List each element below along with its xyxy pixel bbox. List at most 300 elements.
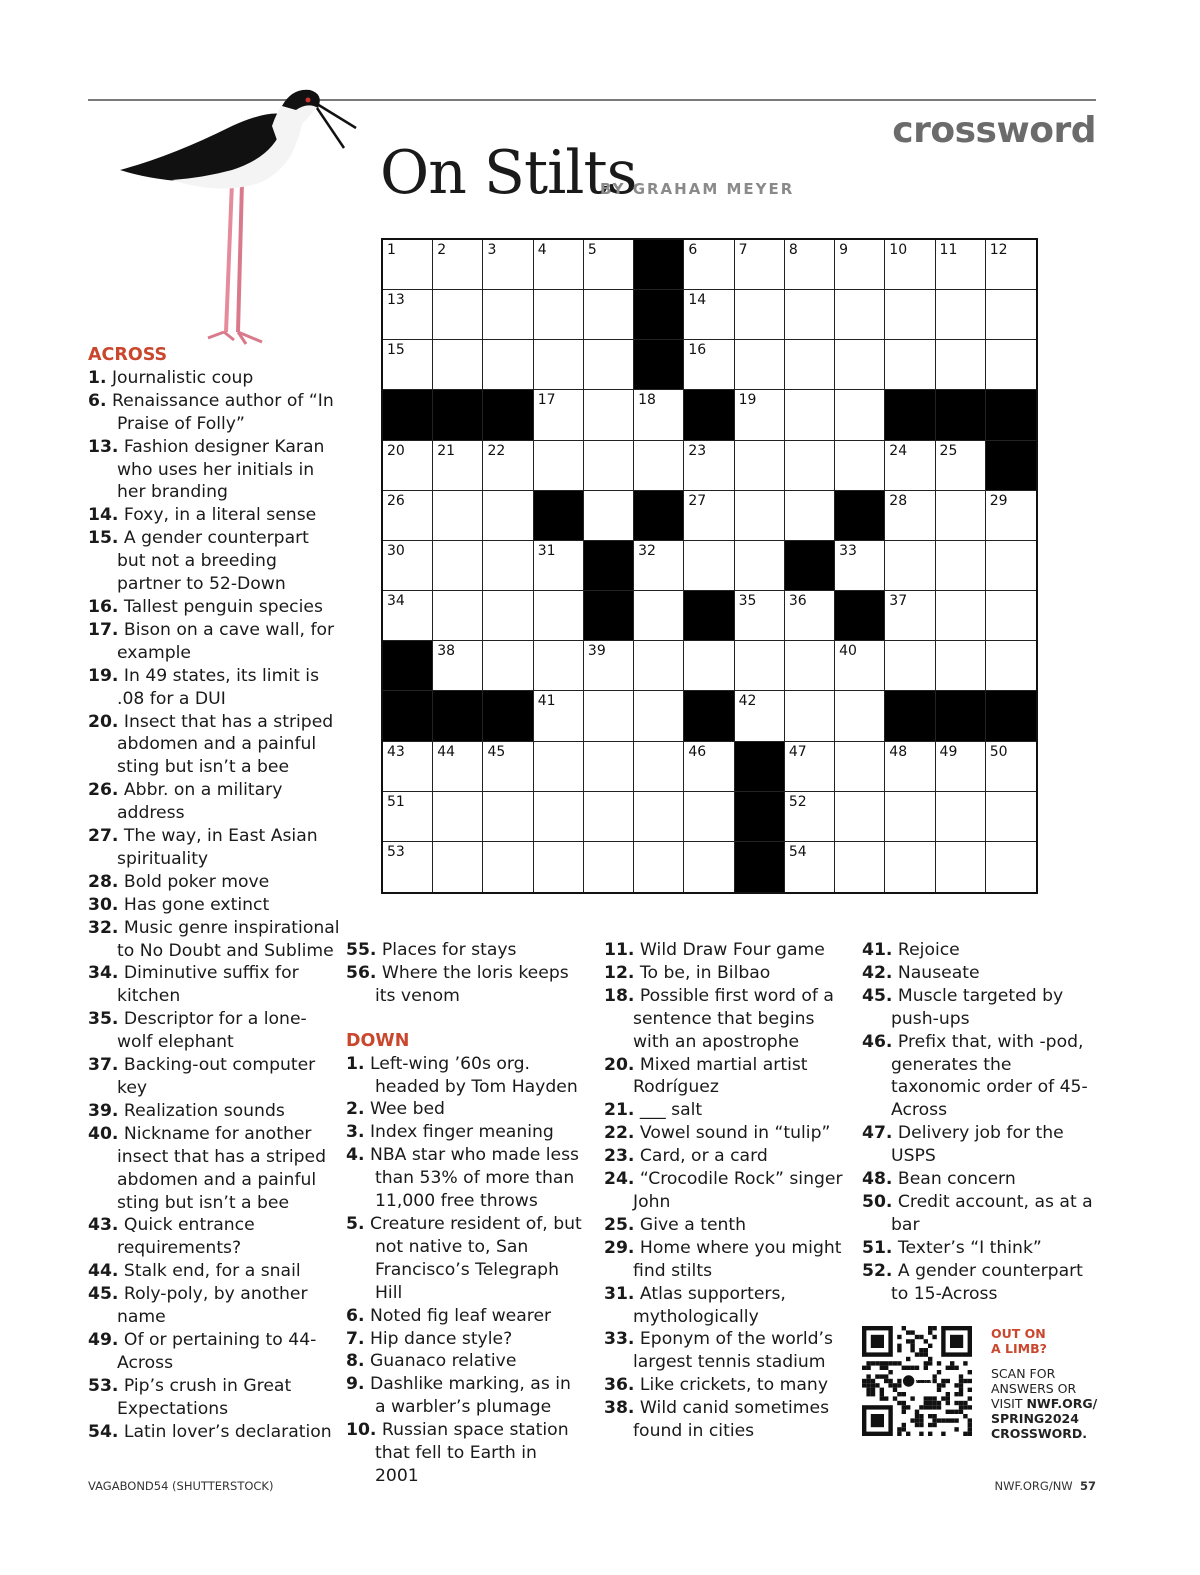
clue-number: 55. — [346, 940, 377, 960]
cell-number: 11 — [939, 242, 958, 258]
cell-number: 19 — [738, 392, 757, 409]
clue-item[interactable] — [88, 665, 340, 711]
grid-cell[interactable] — [584, 491, 634, 541]
grid-cell[interactable] — [885, 742, 935, 792]
grid-cell[interactable] — [634, 390, 684, 440]
clue-item[interactable] — [862, 1260, 1102, 1306]
cell-number: 16 — [688, 342, 707, 359]
cell-number: 42 — [738, 693, 757, 710]
grid-cell[interactable] — [936, 290, 986, 340]
clue-item[interactable] — [346, 939, 586, 962]
clue-item[interactable] — [346, 1373, 586, 1419]
clue-number: 25. — [604, 1214, 635, 1235]
grid-block — [483, 390, 533, 440]
grid-cell[interactable] — [785, 591, 835, 641]
grid-cell[interactable] — [433, 240, 483, 290]
grid-cell[interactable] — [534, 591, 584, 641]
grid-cell[interactable] — [483, 742, 533, 792]
grid-block — [684, 591, 734, 641]
grid-cell[interactable] — [534, 641, 584, 691]
grid-cell[interactable] — [534, 340, 584, 390]
clue-item[interactable] — [604, 1099, 844, 1122]
clue-item[interactable] — [604, 985, 844, 1054]
grid-cell[interactable] — [433, 792, 483, 842]
clue-item[interactable] — [88, 825, 340, 871]
grid-cell[interactable] — [785, 792, 835, 842]
clue-number: 40. — [88, 1123, 119, 1144]
clue-item[interactable] — [88, 596, 340, 619]
grid-cell[interactable] — [534, 792, 584, 842]
grid-cell[interactable] — [785, 742, 835, 792]
cell-number: 8 — [788, 242, 798, 258]
clue-item[interactable] — [604, 1168, 844, 1214]
clue-number: 52. — [862, 1260, 893, 1281]
clue-item[interactable] — [88, 917, 340, 963]
grid-cell[interactable] — [885, 491, 935, 541]
grid-cell[interactable] — [936, 491, 986, 541]
grid-cell[interactable] — [735, 541, 785, 591]
clue-text: Bean concern — [897, 1169, 1016, 1190]
clue-text: Bold poker move — [123, 871, 270, 892]
promo-heading — [991, 1326, 1097, 1356]
clue-item[interactable] — [88, 527, 340, 596]
grid-cell[interactable] — [483, 340, 533, 390]
clue-item[interactable] — [604, 1122, 844, 1145]
grid-cell[interactable] — [885, 290, 935, 340]
grid-cell[interactable] — [584, 792, 634, 842]
grid-cell[interactable] — [433, 491, 483, 541]
grid-cell[interactable] — [986, 742, 1036, 792]
grid-block — [684, 390, 734, 440]
grid-cell[interactable] — [785, 691, 835, 741]
grid-cell[interactable] — [684, 240, 734, 290]
photo-credit: VAGABOND54 (SHUTTERSTOCK) — [88, 1479, 274, 1493]
across-heading: ACROSS — [88, 345, 168, 365]
grid-cell[interactable] — [885, 842, 935, 892]
grid-cell[interactable] — [483, 792, 533, 842]
clue-number: 44. — [88, 1261, 119, 1282]
grid-cell[interactable] — [936, 441, 986, 491]
clue-item[interactable] — [88, 1375, 340, 1421]
clue-item[interactable] — [604, 1214, 844, 1237]
grid-cell[interactable] — [584, 641, 634, 691]
grid-cell[interactable] — [835, 541, 885, 591]
clue-text: A gender counterpart to 15-Across — [891, 1260, 1083, 1304]
clue-item[interactable] — [862, 1122, 1102, 1168]
cell-number: 15 — [387, 342, 405, 359]
clue-item[interactable] — [88, 504, 340, 527]
clue-item[interactable] — [862, 1237, 1102, 1260]
grid-cell[interactable] — [383, 491, 433, 541]
clue-item[interactable] — [88, 1054, 340, 1100]
grid-cell[interactable] — [483, 591, 533, 641]
grid-cell[interactable] — [885, 641, 935, 691]
grid-cell[interactable] — [835, 290, 885, 340]
clue-number: 2. — [346, 1099, 365, 1120]
grid-cell[interactable] — [936, 641, 986, 691]
grid-cell[interactable] — [735, 441, 785, 491]
grid-cell[interactable] — [885, 340, 935, 390]
grid-cell[interactable] — [433, 541, 483, 591]
clue-item[interactable] — [88, 1214, 340, 1260]
clue-item[interactable] — [346, 1098, 586, 1121]
grid-cell[interactable] — [584, 742, 634, 792]
grid-cell[interactable] — [433, 441, 483, 491]
grid-cell[interactable] — [684, 491, 734, 541]
clue-number: 8. — [346, 1351, 365, 1372]
clue-text: Places for stays — [381, 940, 517, 960]
grid-cell[interactable] — [986, 240, 1036, 290]
grid-cell[interactable] — [835, 691, 885, 741]
grid-cell[interactable] — [483, 240, 533, 290]
clue-text: Home where you might find stilts — [633, 1237, 842, 1281]
clue-number: 17. — [88, 619, 119, 640]
grid-cell[interactable] — [735, 240, 785, 290]
grid-cell[interactable] — [936, 591, 986, 641]
clue-item[interactable] — [88, 711, 340, 780]
grid-cell[interactable] — [534, 441, 584, 491]
grid-cell[interactable] — [584, 390, 634, 440]
grid-cell[interactable] — [885, 591, 935, 641]
clue-item[interactable] — [88, 1329, 340, 1375]
grid-cell[interactable] — [785, 340, 835, 390]
grid-cell[interactable] — [684, 792, 734, 842]
grid-cell[interactable] — [483, 641, 533, 691]
grid-cell[interactable] — [433, 742, 483, 792]
clue-number: 20. — [88, 711, 119, 732]
clue-number: 28. — [88, 871, 119, 892]
grid-cell[interactable] — [785, 290, 835, 340]
column-gap — [346, 1008, 586, 1030]
grid-cell[interactable] — [433, 290, 483, 340]
grid-cell[interactable] — [483, 290, 533, 340]
grid-cell[interactable] — [835, 340, 885, 390]
clue-item[interactable] — [88, 1260, 340, 1283]
grid-cell[interactable] — [684, 290, 734, 340]
clue-text: Hip dance style? — [369, 1328, 513, 1349]
puzzle-title: On Stilts — [380, 138, 637, 208]
cell-number: 29 — [989, 492, 1008, 509]
grid-cell[interactable] — [785, 491, 835, 541]
grid-cell[interactable] — [986, 842, 1036, 892]
grid-cell[interactable] — [735, 290, 785, 340]
grid-cell[interactable] — [835, 842, 885, 892]
clue-number: 3. — [346, 1122, 365, 1143]
clue-number: 23. — [604, 1146, 635, 1167]
qr-code[interactable] — [862, 1326, 972, 1436]
grid-cell[interactable] — [634, 591, 684, 641]
clue-text: Has gone extinct — [123, 894, 270, 915]
grid-cell[interactable] — [835, 742, 885, 792]
clue-item[interactable] — [604, 939, 844, 962]
grid-cell[interactable] — [534, 390, 584, 440]
grid-cell[interactable] — [584, 290, 634, 340]
promo-body-line: SCAN FOR — [991, 1366, 1056, 1381]
clue-item[interactable] — [604, 1237, 844, 1283]
clue-text: Pip’s crush in Great Expectations — [117, 1375, 292, 1419]
grid-cell[interactable] — [684, 641, 734, 691]
grid-cell[interactable] — [684, 441, 734, 491]
clue-item[interactable] — [88, 871, 340, 894]
clue-text: Wild canid sometimes found in cities — [633, 1398, 830, 1442]
grid-cell[interactable] — [684, 340, 734, 390]
grid-cell[interactable] — [986, 641, 1036, 691]
clue-item[interactable] — [88, 619, 340, 665]
answers-promo — [991, 1326, 1097, 1441]
clue-item[interactable] — [862, 1191, 1102, 1237]
clue-text: Realization sounds — [123, 1100, 285, 1121]
grid-cell[interactable] — [433, 641, 483, 691]
grid-cell[interactable] — [383, 340, 433, 390]
grid-cell[interactable] — [383, 290, 433, 340]
grid-cell[interactable] — [785, 240, 835, 290]
grid-cell[interactable] — [383, 742, 433, 792]
grid-cell[interactable] — [483, 541, 533, 591]
grid-cell[interactable] — [383, 792, 433, 842]
clue-number: 6. — [88, 390, 107, 411]
clue-text: Index finger meaning — [369, 1122, 554, 1143]
clue-text: Nickname for another insect that has a striped abdomen and a painful sting but isn’t a bee — [117, 1123, 326, 1213]
grid-cell[interactable] — [986, 340, 1036, 390]
clue-item[interactable] — [346, 1121, 586, 1144]
grid-cell[interactable] — [634, 842, 684, 892]
clue-item[interactable] — [346, 1213, 586, 1305]
grid-cell[interactable] — [584, 240, 634, 290]
grid-cell[interactable] — [483, 441, 533, 491]
cell-number: 46 — [688, 743, 707, 760]
clue-number: 42. — [862, 962, 893, 983]
grid-cell[interactable] — [483, 491, 533, 541]
grid-cell[interactable] — [735, 641, 785, 691]
cell-number: 33 — [839, 542, 857, 559]
grid-cell[interactable] — [986, 541, 1036, 591]
grid-cell[interactable] — [835, 390, 885, 440]
section-label: crossword — [892, 110, 1096, 151]
clue-text: NBA star who made less than 53% of more than 11,000 free throws — [369, 1145, 580, 1212]
grid-cell[interactable] — [634, 441, 684, 491]
clue-item[interactable] — [88, 779, 340, 825]
clue-text: Card, or a card — [639, 1146, 768, 1167]
cell-number: 12 — [989, 242, 1008, 258]
grid-cell[interactable] — [634, 641, 684, 691]
clue-text: Prefix that, with -pod, generates the taxonomic order of 45-Across — [891, 1031, 1088, 1121]
clue-item[interactable] — [346, 962, 586, 1008]
grid-cell[interactable] — [835, 641, 885, 691]
clue-number: 19. — [88, 665, 119, 686]
clue-number: 9. — [346, 1374, 365, 1395]
grid-cell[interactable] — [584, 691, 634, 741]
grid-cell[interactable] — [735, 491, 785, 541]
clue-text: Dashlike marking, as in a warbler’s plumage — [369, 1374, 571, 1418]
clue-text: Nauseate — [897, 962, 980, 983]
clue-item[interactable] — [604, 1283, 844, 1329]
cell-number: 25 — [939, 442, 958, 459]
grid-cell[interactable] — [885, 441, 935, 491]
grid-block — [584, 541, 634, 591]
grid-cell[interactable] — [534, 691, 584, 741]
clue-text: A gender counterpart but not a breeding partner to 52-Down — [117, 528, 309, 595]
cell-number: 1 — [387, 242, 396, 258]
clue-text: Abbr. on a military address — [117, 780, 283, 824]
cell-number: 28 — [889, 492, 908, 509]
clue-item[interactable] — [604, 1145, 844, 1168]
clue-item[interactable] — [604, 1397, 844, 1443]
clue-item[interactable] — [88, 1283, 340, 1329]
qr-logo-text: NATIONAL WILDLIFE FEDERATION — [915, 1379, 932, 1385]
grid-cell[interactable] — [534, 240, 584, 290]
grid-cell[interactable] — [383, 240, 433, 290]
cell-number: 21 — [437, 442, 456, 459]
clue-item[interactable] — [346, 1305, 586, 1328]
grid-cell[interactable] — [383, 842, 433, 892]
grid-cell[interactable] — [534, 742, 584, 792]
clue-item[interactable] — [862, 1168, 1102, 1191]
grid-cell[interactable] — [986, 290, 1036, 340]
clue-text: ___ salt — [639, 1100, 703, 1121]
grid-cell[interactable] — [433, 340, 483, 390]
grid-cell[interactable] — [735, 340, 785, 390]
clue-number: 45. — [88, 1284, 119, 1305]
cell-number: 7 — [738, 242, 748, 258]
clue-item[interactable] — [604, 1328, 844, 1374]
clue-item[interactable] — [862, 962, 1102, 985]
clue-text: Bison on a cave wall, for example — [117, 619, 335, 663]
grid-cell[interactable] — [684, 541, 734, 591]
grid-cell[interactable] — [936, 792, 986, 842]
grid-cell[interactable] — [634, 742, 684, 792]
promo-url[interactable]: NWF.ORG/ — [1026, 1396, 1098, 1411]
grid-cell[interactable] — [483, 842, 533, 892]
cell-number: 39 — [587, 643, 606, 660]
clue-text: Vowel sound in “tulip” — [639, 1123, 831, 1144]
grid-cell[interactable] — [735, 390, 785, 440]
grid-cell[interactable] — [986, 591, 1036, 641]
clue-item[interactable] — [346, 1053, 586, 1099]
grid-cell[interactable] — [634, 691, 684, 741]
clue-item[interactable] — [862, 985, 1102, 1031]
grid-block — [936, 390, 986, 440]
clue-item[interactable] — [88, 367, 340, 390]
grid-cell[interactable] — [735, 691, 785, 741]
clue-item[interactable] — [88, 1100, 340, 1123]
grid-cell[interactable] — [634, 792, 684, 842]
grid-cell[interactable] — [383, 591, 433, 641]
clue-text: Mixed martial artist Rodríguez — [633, 1054, 808, 1098]
grid-block — [534, 491, 584, 541]
clue-item[interactable] — [604, 962, 844, 985]
cell-number: 5 — [587, 242, 597, 258]
grid-cell[interactable] — [534, 541, 584, 591]
clue-text: Fashion designer Karan who uses her initials in her branding — [117, 436, 325, 503]
grid-cell[interactable] — [684, 842, 734, 892]
clue-number: 54. — [88, 1421, 119, 1442]
grid-cell[interactable] — [735, 591, 785, 641]
clue-number: 50. — [862, 1191, 893, 1212]
clue-number: 24. — [604, 1169, 635, 1190]
clue-item[interactable] — [862, 1031, 1102, 1123]
grid-cell[interactable] — [936, 340, 986, 390]
grid-cell[interactable] — [433, 842, 483, 892]
clue-number: 20. — [604, 1054, 635, 1075]
clue-number: 15. — [88, 528, 119, 549]
grid-cell[interactable] — [835, 792, 885, 842]
clue-number: 43. — [88, 1215, 119, 1236]
grid-cell[interactable] — [936, 240, 986, 290]
clue-item[interactable] — [88, 1421, 340, 1444]
grid-cell[interactable] — [534, 842, 584, 892]
clue-number: 45. — [862, 985, 893, 1006]
clue-item[interactable] — [88, 962, 340, 1008]
grid-cell[interactable] — [684, 742, 734, 792]
clue-text: Give a tenth — [639, 1214, 747, 1235]
clue-item[interactable] — [346, 1350, 586, 1373]
clue-item[interactable] — [346, 1419, 586, 1488]
grid-block — [383, 390, 433, 440]
grid-cell[interactable] — [986, 491, 1036, 541]
grid-cell[interactable] — [936, 541, 986, 591]
clue-item[interactable] — [88, 390, 340, 436]
grid-cell[interactable] — [383, 541, 433, 591]
cell-number: 4 — [537, 242, 547, 258]
grid-cell[interactable] — [785, 441, 835, 491]
clue-number: 11. — [604, 940, 635, 960]
grid-cell[interactable] — [986, 792, 1036, 842]
clue-item[interactable] — [862, 939, 1102, 962]
clue-text: To be, in Bilbao — [639, 962, 771, 983]
grid-cell[interactable] — [584, 842, 634, 892]
grid-cell[interactable] — [835, 240, 885, 290]
grid-cell[interactable] — [785, 390, 835, 440]
stilt-bird-image — [112, 86, 362, 348]
grid-cell[interactable] — [584, 340, 634, 390]
clue-item[interactable] — [88, 436, 340, 505]
promo-url[interactable]: SPRING2024 — [991, 1411, 1079, 1426]
grid-cell[interactable] — [885, 541, 935, 591]
clue-item[interactable] — [604, 1374, 844, 1397]
clue-item[interactable] — [88, 1123, 340, 1215]
promo-url[interactable]: CROSSWORD. — [991, 1426, 1088, 1441]
clue-text: Diminutive suffix for kitchen — [117, 963, 299, 1007]
clue-item[interactable] — [88, 894, 340, 917]
clue-text: Renaissance author of “In Praise of Folly” — [111, 390, 334, 434]
clue-text: Texter’s “I think” — [897, 1237, 1042, 1258]
clue-text: Wild Draw Four game — [639, 940, 825, 960]
grid-cell[interactable] — [835, 441, 885, 491]
clue-number: 30. — [88, 894, 119, 915]
grid-cell[interactable] — [785, 842, 835, 892]
grid-cell[interactable] — [785, 641, 835, 691]
grid-cell[interactable] — [433, 591, 483, 641]
grid-cell[interactable] — [383, 441, 433, 491]
grid-cell[interactable] — [885, 792, 935, 842]
grid-cell[interactable] — [885, 240, 935, 290]
grid-cell[interactable] — [534, 290, 584, 340]
clue-item[interactable] — [346, 1328, 586, 1351]
clue-item[interactable] — [346, 1144, 586, 1213]
clue-item[interactable] — [88, 1008, 340, 1054]
grid-cell[interactable] — [634, 541, 684, 591]
clue-text: Left-wing ’60s org. headed by Tom Hayden — [369, 1053, 578, 1097]
grid-cell[interactable] — [936, 842, 986, 892]
clue-text: Roly-poly, by another name — [117, 1284, 308, 1328]
clue-text: Possible first word of a sentence that begins with an apostrophe — [633, 985, 834, 1052]
grid-cell[interactable] — [584, 441, 634, 491]
cell-number: 48 — [889, 743, 908, 760]
cell-number: 53 — [387, 843, 405, 860]
grid-cell[interactable] — [936, 742, 986, 792]
cell-number: 27 — [688, 492, 707, 509]
clue-item[interactable] — [604, 1054, 844, 1100]
